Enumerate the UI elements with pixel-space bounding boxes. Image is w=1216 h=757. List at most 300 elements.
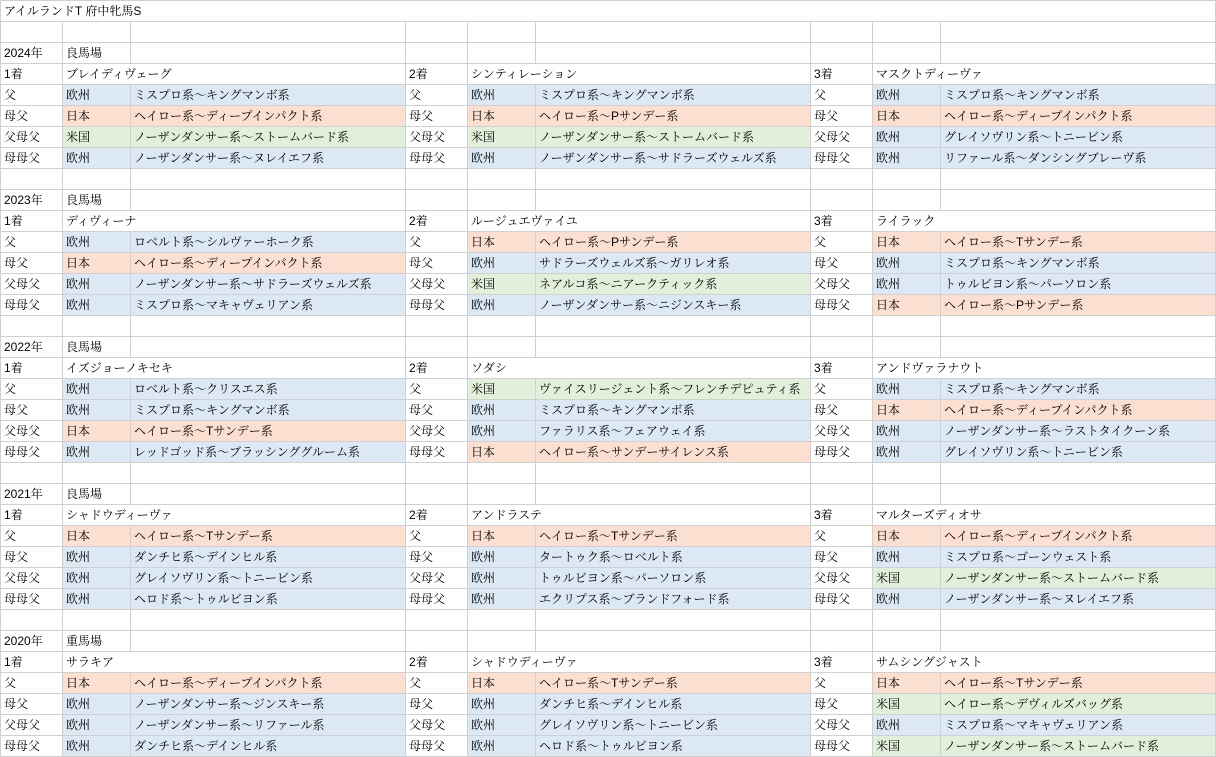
year-row [1,190,1216,211]
bloodline-cell: ノーザンダンサー系〜ヌレイエフ系 [131,148,406,169]
pedigree-role-label: 母母父 [811,295,873,316]
region-cell: 欧州 [468,589,536,610]
bloodline-cell: ヘイロー系〜ディープインパクト系 [941,106,1216,127]
pedigree-role-label: 母父 [1,106,63,127]
bloodline-cell: ヘイロー系〜ディープインパクト系 [941,400,1216,421]
horse-name: ライラック [873,211,1216,232]
spacer-cell [406,337,468,358]
spacer-cell [941,484,1216,505]
bloodline-cell: ミスプロ系〜キングマンボ系 [941,85,1216,106]
year-row [1,484,1216,505]
pedigree-role-label: 父母父 [406,568,468,589]
pedigree-role-label: 父母父 [406,421,468,442]
pedigree-role-label: 母母父 [1,736,63,757]
table-row [1,274,1216,295]
pedigree-role-label: 母父 [406,547,468,568]
pedigree-role-label: 母母父 [811,148,873,169]
pedigree-role-label: 父母父 [1,568,63,589]
pedigree-role-label: 母母父 [811,736,873,757]
spacer-cell [406,463,468,484]
bloodline-cell: ヘイロー系〜Pサンデー系 [941,295,1216,316]
spacer-cell [941,190,1216,211]
region-cell: 米国 [873,736,941,757]
region-cell: 日本 [63,106,131,127]
bloodline-cell: ダンチヒ系〜デインヒル系 [131,547,406,568]
bloodline-cell: ノーザンダンサー系〜ストームバード系 [941,568,1216,589]
pedigree-role-label: 母父 [406,106,468,127]
spacer-cell [536,316,811,337]
region-cell: 日本 [468,106,536,127]
spacer-cell [941,22,1216,43]
bloodline-cell: ヘロド系〜トゥルビヨン系 [131,589,406,610]
pedigree-role-label: 父 [1,526,63,547]
pedigree-role-label: 母父 [811,106,873,127]
region-cell: 欧州 [873,715,941,736]
table-row [1,253,1216,274]
bloodline-cell: ヘイロー系〜Pサンデー系 [536,232,811,253]
year-row [1,43,1216,64]
spacer-cell [468,484,536,505]
track-label: 良馬場 [63,484,131,505]
region-cell: 欧州 [468,400,536,421]
bloodline-cell: リファール系〜ダンシングブレーヴ系 [941,148,1216,169]
region-cell: 日本 [468,526,536,547]
spacer-cell [468,169,536,190]
region-cell: 欧州 [468,85,536,106]
spacer-cell [406,484,468,505]
pedigree-role-label: 父母父 [1,127,63,148]
region-cell: 欧州 [63,274,131,295]
bloodline-cell: ノーザンダンサー系〜リファール系 [131,715,406,736]
sheet-title: アイルランドT 府中牝馬S [1,1,1216,22]
bloodline-cell: ミスプロ系〜キングマンボ系 [536,400,811,421]
spacer-cell [1,610,63,631]
bloodline-cell: グレイソヴリン系〜トニービン系 [941,127,1216,148]
region-cell: 欧州 [63,295,131,316]
pedigree-role-label: 父母父 [406,715,468,736]
region-cell: 欧州 [63,85,131,106]
year-label: 2022年 [1,337,63,358]
spacer-cell [1,316,63,337]
spacer-cell [131,43,406,64]
spacer-cell [873,190,941,211]
spacer-cell [941,169,1216,190]
region-cell: 欧州 [468,736,536,757]
bloodline-cell: ロベルト系〜クリスエス系 [131,379,406,400]
bloodline-cell: タートゥク系〜ロベルト系 [536,547,811,568]
bloodline-cell: ヘイロー系〜ディープインパクト系 [131,106,406,127]
pedigree-role-label: 母母父 [1,589,63,610]
region-cell: 欧州 [63,694,131,715]
region-cell: 欧州 [873,127,941,148]
pedigree-role-label: 父母父 [811,568,873,589]
bloodline-cell: ヘイロー系〜Tサンデー系 [941,232,1216,253]
region-cell: 米国 [468,274,536,295]
region-cell: 欧州 [873,85,941,106]
bloodline-cell: ファラリス系〜フェアウェイ系 [536,421,811,442]
place-label: 1着 [1,211,63,232]
pedigree-role-label: 母母父 [1,295,63,316]
bloodline-cell: ネアルコ系〜ニアークティック系 [536,274,811,295]
bloodline-cell: ヘイロー系〜Pサンデー系 [536,106,811,127]
pedigree-role-label: 父 [811,526,873,547]
bloodline-cell: ヘイロー系〜ディープインパクト系 [131,673,406,694]
region-cell: 欧州 [63,568,131,589]
region-cell: 米国 [468,127,536,148]
horse-row [1,652,1216,673]
year-label: 2024年 [1,43,63,64]
horse-name: マルターズディオサ [873,505,1216,526]
spacer-cell [131,610,406,631]
track-label: 重馬場 [63,631,131,652]
table-row [1,547,1216,568]
spacer-cell [468,22,536,43]
spacer-cell [873,631,941,652]
table-row [1,421,1216,442]
spacer-cell [1,22,63,43]
pedigree-role-label: 父母父 [811,715,873,736]
horse-name: アンドヴァラナウト [873,358,1216,379]
horse-name: アンドラステ [468,505,811,526]
bloodline-cell: サドラーズウェルズ系〜ガリレオ系 [536,253,811,274]
region-cell: 日本 [468,442,536,463]
horse-row [1,64,1216,85]
pedigree-role-label: 父母父 [406,274,468,295]
spacer-cell [406,43,468,64]
region-cell: 日本 [63,673,131,694]
pedigree-role-label: 父 [406,673,468,694]
bloodline-cell: トゥルビヨン系〜パーソロン系 [536,568,811,589]
pedigree-role-label: 父母父 [811,421,873,442]
spacer-cell [406,610,468,631]
region-cell: 欧州 [468,694,536,715]
place-label: 2着 [406,652,468,673]
pedigree-role-label: 父 [1,85,63,106]
region-cell: 欧州 [63,442,131,463]
spacer-cell [536,484,811,505]
spacer-cell [131,631,406,652]
region-cell: 欧州 [873,442,941,463]
bloodline-cell: ヘイロー系〜ディープインパクト系 [941,526,1216,547]
spacer-cell [811,190,873,211]
spacer-cell [873,316,941,337]
spacer-cell [468,190,536,211]
spacer-cell [63,316,131,337]
table-row [1,85,1216,106]
spacer-cell [811,169,873,190]
bloodline-cell: ノーザンダンサー系〜ストームバード系 [131,127,406,148]
pedigree-role-label: 母父 [1,694,63,715]
spacer-cell [406,316,468,337]
pedigree-role-label: 母母父 [406,736,468,757]
bloodline-cell: ヘイロー系〜サンデーサイレンス系 [536,442,811,463]
bloodline-cell: ミスプロ系〜キングマンボ系 [536,85,811,106]
bloodline-cell: ミスプロ系〜ゴーンウェスト系 [941,547,1216,568]
bloodline-cell: ミスプロ系〜キングマンボ系 [941,253,1216,274]
horse-name: サラキア [63,652,406,673]
table-row [1,715,1216,736]
table-row [1,694,1216,715]
table-row [1,400,1216,421]
spacer-cell [941,43,1216,64]
place-label: 1着 [1,652,63,673]
bloodline-cell: ノーザンダンサー系〜ジンスキー系 [131,694,406,715]
region-cell: 日本 [468,232,536,253]
track-label: 良馬場 [63,190,131,211]
bloodline-cell: ノーザンダンサー系〜サドラーズウェルズ系 [536,148,811,169]
pedigree-role-label: 父 [1,673,63,694]
region-cell: 欧州 [63,715,131,736]
pedigree-role-label: 父 [406,379,468,400]
region-cell: 欧州 [468,421,536,442]
region-cell: 日本 [873,400,941,421]
region-cell: 欧州 [63,589,131,610]
bloodline-cell: ノーザンダンサー系〜ストームバード系 [536,127,811,148]
year-label: 2023年 [1,190,63,211]
pedigree-role-label: 父 [406,232,468,253]
region-cell: 日本 [63,526,131,547]
bloodline-cell: ノーザンダンサー系〜ラストタイクーン系 [941,421,1216,442]
region-cell: 欧州 [873,148,941,169]
spacer-cell [406,169,468,190]
spacer-cell [873,484,941,505]
region-cell: 欧州 [468,547,536,568]
region-cell: 日本 [468,673,536,694]
track-label: 良馬場 [63,43,131,64]
spacer-cell [941,316,1216,337]
spacer-cell [63,610,131,631]
spacer-cell [536,190,811,211]
pedigree-role-label: 父 [811,85,873,106]
bloodline-cell: ロベルト系〜シルヴァーホーク系 [131,232,406,253]
region-cell: 欧州 [468,295,536,316]
spacer-cell [536,22,811,43]
place-label: 1着 [1,64,63,85]
region-cell: 欧州 [873,589,941,610]
region-cell: 欧州 [468,715,536,736]
spacer-cell [941,610,1216,631]
bloodline-cell: ダンチヒ系〜デインヒル系 [536,694,811,715]
bloodline-cell: ミスプロ系〜キングマンボ系 [941,379,1216,400]
place-label: 2着 [406,505,468,526]
spacer-cell [873,610,941,631]
region-cell: 欧州 [873,253,941,274]
spacer-cell [941,463,1216,484]
pedigree-role-label: 母母父 [1,442,63,463]
place-label: 3着 [811,652,873,673]
spacer-cell [468,610,536,631]
spacer-cell [811,484,873,505]
region-cell: 日本 [63,421,131,442]
spacer-cell [1,463,63,484]
spacer-cell [873,463,941,484]
spacer-cell [811,463,873,484]
spacer-cell [63,22,131,43]
spacer-cell [536,169,811,190]
bloodline-cell: ミスプロ系〜キングマンボ系 [131,400,406,421]
bloodline-cell: ヘイロー系〜Tサンデー系 [131,526,406,547]
table-row [1,295,1216,316]
bloodline-cell: ノーザンダンサー系〜ニジンスキー系 [536,295,811,316]
year-row [1,337,1216,358]
horse-name: シャドウディーヴァ [468,652,811,673]
region-cell: 欧州 [468,253,536,274]
table-row [1,148,1216,169]
pedigree-role-label: 父母父 [1,274,63,295]
bloodline-cell: ヘイロー系〜Tサンデー系 [941,673,1216,694]
place-label: 2着 [406,211,468,232]
table-row [1,442,1216,463]
spacer-cell [536,463,811,484]
horse-row [1,358,1216,379]
bloodline-cell: ヘイロー系〜Tサンデー系 [536,526,811,547]
spacer-cell [468,337,536,358]
spacer-cell [131,484,406,505]
bloodline-cell: ミスプロ系〜キングマンボ系 [131,85,406,106]
region-cell: 欧州 [63,148,131,169]
region-cell: 米国 [873,694,941,715]
region-cell: 欧州 [63,547,131,568]
spacer-cell [468,316,536,337]
year-label: 2021年 [1,484,63,505]
region-cell: 日本 [873,106,941,127]
region-cell: 米国 [468,379,536,400]
spacer-cell [873,43,941,64]
region-cell: 欧州 [873,547,941,568]
spacer-cell [811,610,873,631]
horse-name: ルージュエヴァイユ [468,211,811,232]
region-cell: 日本 [873,526,941,547]
pedigree-role-label: 母母父 [406,589,468,610]
pedigree-role-label: 父 [811,232,873,253]
place-label: 1着 [1,358,63,379]
horse-row [1,211,1216,232]
spacer-cell [131,169,406,190]
place-label: 2着 [406,64,468,85]
spacer-cell [131,316,406,337]
pedigree-role-label: 父母父 [1,715,63,736]
spacer-cell [468,43,536,64]
spacer-cell [131,22,406,43]
spacer-cell [406,631,468,652]
track-label: 良馬場 [63,337,131,358]
spacer-cell [468,463,536,484]
region-cell: 欧州 [873,379,941,400]
horse-name: シャドウディーヴァ [63,505,406,526]
bloodline-cell: ノーザンダンサー系〜サドラーズウェルズ系 [131,274,406,295]
pedigree-role-label: 父 [406,526,468,547]
spacer-cell [468,631,536,652]
region-cell: 欧州 [873,274,941,295]
spacer-cell [536,631,811,652]
horse-name: イズジョーノキセキ [63,358,406,379]
bloodline-cell: グレイソヴリン系〜トニービン系 [941,442,1216,463]
pedigree-role-label: 母母父 [1,148,63,169]
pedigree-role-label: 母父 [1,547,63,568]
spacer-cell [873,337,941,358]
table-row [1,736,1216,757]
place-label: 2着 [406,358,468,379]
horse-name: マスクトディーヴァ [873,64,1216,85]
spacer-cell [873,169,941,190]
bloodline-cell: ミスプロ系〜マキャヴェリアン系 [941,715,1216,736]
bloodline-cell: ヘイロー系〜Tサンデー系 [131,421,406,442]
spacer-cell [406,190,468,211]
region-cell: 日本 [873,232,941,253]
bloodline-cell: ミスプロ系〜マキャヴェリアン系 [131,295,406,316]
pedigree-role-label: 母父 [811,694,873,715]
region-cell: 日本 [873,673,941,694]
table-row [1,673,1216,694]
horse-row [1,505,1216,526]
bloodline-cell: ヘイロー系〜ディープインパクト系 [131,253,406,274]
pedigree-role-label: 父 [1,232,63,253]
bloodline-cell: エクリプス系〜ブランドフォード系 [536,589,811,610]
spacer-cell [536,610,811,631]
pedigree-role-label: 母父 [811,253,873,274]
pedigree-role-label: 父母父 [406,127,468,148]
spacer-cell [63,463,131,484]
bloodline-cell: レッドゴッド系〜ブラッシンググルーム系 [131,442,406,463]
horse-name: ソダシ [468,358,811,379]
pedigree-role-label: 母母父 [811,589,873,610]
horse-name: シンティレーション [468,64,811,85]
bloodline-cell: ヘイロー系〜Tサンデー系 [536,673,811,694]
spacer-cell [536,43,811,64]
spacer-cell [873,22,941,43]
bloodline-cell: グレイソヴリン系〜トニービン系 [131,568,406,589]
table-row [1,589,1216,610]
bloodline-cell: ダンチヒ系〜デインヒル系 [131,736,406,757]
spacer-cell [406,22,468,43]
pedigree-role-label: 母父 [406,253,468,274]
place-label: 3着 [811,358,873,379]
region-cell: 欧州 [63,736,131,757]
spacer-cell [811,43,873,64]
spacer-cell [941,337,1216,358]
table-row [1,526,1216,547]
spacer-cell [811,22,873,43]
pedigree-role-label: 母父 [811,400,873,421]
region-cell: 欧州 [468,148,536,169]
pedigree-role-label: 母父 [406,400,468,421]
spacer-cell [131,337,406,358]
place-label: 3着 [811,64,873,85]
place-label: 3着 [811,211,873,232]
year-row [1,631,1216,652]
region-cell: 米国 [873,568,941,589]
table-row [1,106,1216,127]
region-cell: 欧州 [873,421,941,442]
horse-name: ディヴィーナ [63,211,406,232]
pedigree-role-label: 母父 [811,547,873,568]
spacer-cell [811,631,873,652]
pedigree-role-label: 母父 [1,400,63,421]
region-cell: 欧州 [63,400,131,421]
bloodline-cell: ノーザンダンサー系〜ヌレイエフ系 [941,589,1216,610]
table-row [1,232,1216,253]
region-cell: 欧州 [63,379,131,400]
bloodline-cell: ヘイロー系〜デヴィルズバッグ系 [941,694,1216,715]
pedigree-role-label: 父母父 [811,274,873,295]
pedigree-role-label: 母母父 [406,295,468,316]
region-cell: 欧州 [63,232,131,253]
table-row [1,127,1216,148]
pedigree-role-label: 母母父 [406,442,468,463]
pedigree-role-label: 母母父 [406,148,468,169]
table-row [1,379,1216,400]
spacer-cell [131,463,406,484]
